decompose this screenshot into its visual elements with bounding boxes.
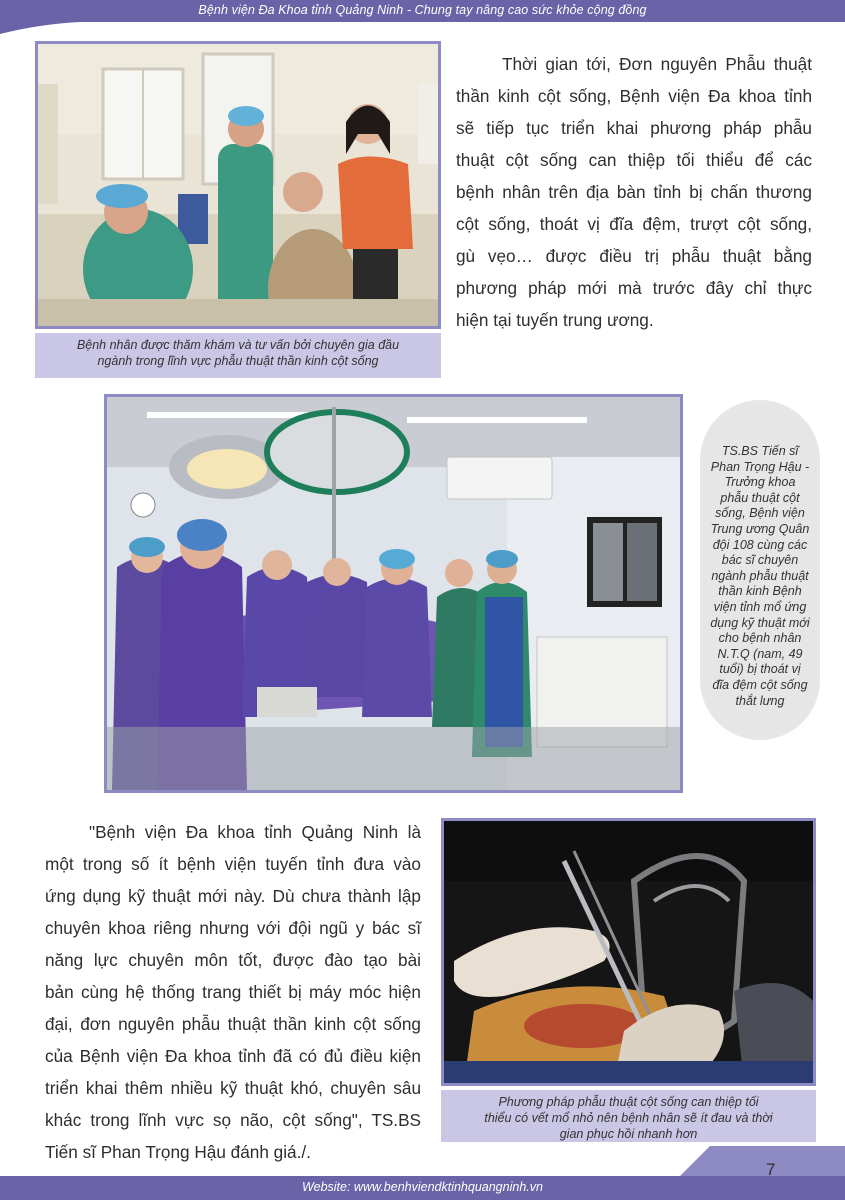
page-number-tab [680, 1146, 845, 1176]
text-line: phương pháp mới mà trước đây chỉ thực [456, 278, 812, 298]
text-line: "Bệnh viện Đa khoa tỉnh Quảng Ninh là [89, 822, 421, 842]
intro-paragraph [456, 48, 812, 336]
caption-line: gian phục hồi nhanh hơn [559, 1127, 698, 1141]
text-line: cột sống, thoát vị đĩa đệm, trượt cột sống, [456, 214, 812, 234]
text-line: khác trong lĩnh vực sọ não, cột sống", TS.BS [45, 1110, 421, 1130]
caption-line: Phương pháp phẫu thuật cột sống can thiệp tối [498, 1095, 759, 1109]
text-line: chuyên khoa riêng nhưng với đội ngũ y bác sĩ [45, 918, 421, 938]
text-line: năng lực chuyên môn tốt, được đào tạo bài [45, 950, 421, 970]
consultation-caption [35, 333, 441, 378]
text-line: sẽ tiếp tục triển khai phương pháp phẫu [456, 118, 812, 138]
text-line: Thời gian tới, Đơn nguyên Phẫu thuật [502, 54, 812, 74]
caption-line: phẫu thuật cột [720, 490, 800, 505]
caption-line: thiểu có vết mổ nhỏ nên bệnh nhân sẽ ít đau và thời [484, 1111, 773, 1125]
caption-line: đĩa đệm cột sống [712, 677, 808, 692]
text-line: bệnh nhân trên địa bàn tỉnh bị chấn thương [456, 182, 812, 202]
caption-line: thắt lưng [735, 693, 785, 708]
website-link[interactable]: Website: www.benhviendktinhquangninh.vn [302, 1180, 543, 1194]
header-swoosh [0, 22, 845, 36]
surgery-closeup-photo [441, 818, 816, 1086]
text-line: của Bệnh viện Đa khoa tỉnh đã có đủ điều kiện [45, 1046, 421, 1066]
operating-room-photo [104, 394, 683, 793]
text-line: một trong số ít bệnh viện tuyến tỉnh đưa vào [45, 854, 421, 874]
caption-line: thần kinh Bệnh [718, 584, 802, 599]
caption-line: dụng kỹ thuật mới [710, 615, 810, 630]
caption-line: Phan Trọng Hậu - [710, 459, 810, 474]
caption-line: bác sĩ chuyên [721, 553, 799, 568]
caption-line: tuổi) bị thoát vị [719, 662, 801, 677]
side-caption [706, 444, 814, 709]
caption-line: ngành phẫu thuật [711, 568, 809, 583]
caption-line: Bệnh nhân được thăm khám và tư vấn bởi chuyên gia đầu [76, 338, 400, 352]
text-line: thuật cột sống can thiệp tối thiểu để các [456, 150, 812, 170]
consultation-photo [35, 41, 441, 329]
text-line: thần kinh cột sống, Bệnh viện Đa khoa tỉnh [456, 86, 812, 106]
caption-line: sống, Bệnh viện [715, 506, 805, 521]
caption-line: viện tỉnh mổ ứng [713, 599, 807, 614]
text-line: hiện tại tuyến trung ương. [456, 310, 654, 330]
caption-line: đội 108 cùng các [712, 537, 808, 552]
caption-line: cho bệnh nhân [718, 631, 802, 646]
caption-line: N.T.Q (nam, 49 [717, 646, 803, 661]
caption-line: Trung ương Quân [710, 521, 810, 536]
page-number: 7 [766, 1160, 776, 1179]
text-line: gù vẹo… được điều trị phẫu thuật bằng [456, 246, 812, 266]
header-slogan: Bệnh viện Đa Khoa tỉnh Quảng Ninh - Chung tay nâng cao sức khỏe cộng đồng [198, 3, 647, 17]
caption-line: Trưởng khoa [724, 475, 796, 490]
caption-line: ngành trong lĩnh vực phẫu thuật thần kinh cột sống [97, 354, 379, 368]
text-line: bản cùng hệ thống trang thiết bị máy móc hiện [45, 982, 421, 1002]
text-line: triển khai thêm nhiều kỹ thuật khó, chuyên sâu [45, 1078, 421, 1098]
quote-paragraph [45, 816, 421, 1168]
surgery-closeup-caption [441, 1090, 816, 1142]
text-line: đại, đơn nguyên phẫu thuật thần kinh cột sống [45, 1014, 421, 1034]
text-line: Tiến sĩ Phan Trọng Hậu đánh giá./. [45, 1142, 311, 1162]
text-line: ứng dụng kỹ thuật mới này. Dù chưa thành lập [45, 886, 421, 906]
caption-line: TS.BS Tiến sĩ [721, 444, 799, 458]
